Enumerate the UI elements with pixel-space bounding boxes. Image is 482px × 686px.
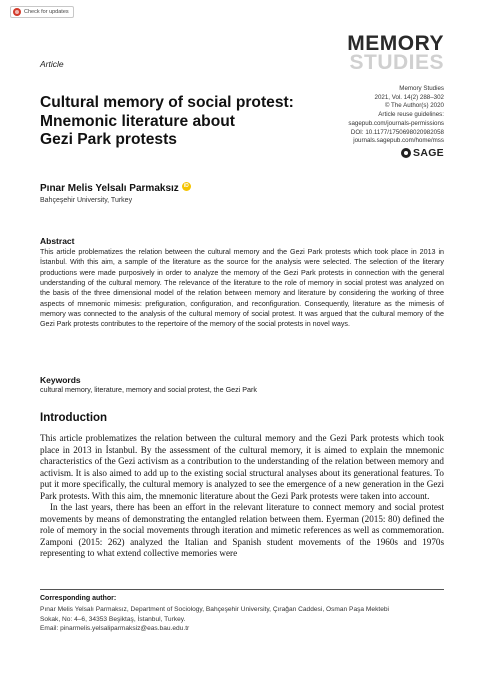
journal-logo-line1: MEMORY [347,32,444,55]
keywords-heading: Keywords [40,375,81,385]
correspondence-address-line: Pınar Melis Yelsalı Parmaksız, Department of Sociology, Bahçeşehir University, Çırağan Caddesi, Osman Paşa Mektebi [40,606,390,613]
sage-ring-icon [401,148,411,158]
correspondence-address-line: Sokak, No: 4–6, 34353 Beşiktaş, İstanbul, Turkey. [40,615,186,623]
article-title [40,94,330,150]
orcid-icon[interactable]: iD [183,183,189,189]
check-for-updates-badge[interactable] [10,6,74,18]
title-line: Cultural memory of social protest: [40,94,294,111]
introduction-paragraph-2: In the last years, there has been an effort in the relevant literature to connect memory and social protest movements by means of demonstrating the entangled relation between them. Eyerman (2015: 80) defined the role of memory in the social movements through iteration and mimetic references as well as commemoration. Zamponi (2015: 262) analyzed the Italian and Spanish student movements of the 1960s and 1970s representing to what extend collective memories were [40,502,444,559]
title-line: Gezi Park protests [40,131,177,148]
meta-reuse-label: Article reuse guidelines: [378,111,444,119]
title-line: Mnemonic literature about [40,112,235,130]
author-line [40,183,191,194]
meta-copyright: © The Author(s) 2020 [384,102,444,110]
meta-journal-home-link[interactable]: journals.sagepub.com/home/mss [353,137,444,145]
publisher-logo [401,147,444,159]
correspondence-heading: Corresponding author: [40,595,117,602]
article-metadata [348,85,444,146]
author-affiliation: Bahçeşehir University, Turkey [40,197,133,204]
journal-logo-line2: STUDIES [349,50,444,74]
keywords-text: cultural memory, literature, memory and social protest, the Gezi Park [40,386,257,394]
journal-logo [347,32,444,74]
meta-permissions-link[interactable]: sagepub.com/journals-permissions [348,119,444,127]
correspondence-details [40,605,444,634]
introduction-body [40,433,444,560]
correspondence-email-link[interactable]: Email: pinarmelis.yelsaliparmaksiz@eas.bau.edu.tr [40,625,190,632]
updates-icon [13,8,21,16]
meta-doi-link[interactable]: DOI: 10.1177/1750698020982058 [350,128,444,136]
introduction-heading: Introduction [40,412,108,424]
meta-volume: 2021, Vol. 14(2) 288–302 [374,93,444,101]
publisher-name: SAGE [413,147,444,159]
introduction-paragraph-1: This article problematizes the relation between the cultural memory and the Gezi Park protests which took place in 2013 in İstanbul. By the assessment of the cultural memory, it is aimed to explain the mnemonic characteristics of the Gezi activism as a contribution to the understanding of the relation between memory and activism. It is also aimed to add up to the existing social structural analyses about its generational features. To put it more specifically, the cultural memory is analyzed to see the emergence of a new generation in the Gezi Park protests. With this aim, the mnemonic literature about the Gezi Park protests were taken into account. [40,433,444,501]
author-name: Pınar Melis Yelsalı Parmaksız [40,183,179,194]
abstract-heading: Abstract [40,236,75,246]
footnote-divider [40,589,444,590]
abstract-text: This article problematizes the relation between the cultural memory and the Gezi Park protests which took place in 2013 in İstanbul. With this aim, a sample of the literature as the source for the analysis were selected. The selection of the literary productions were made purposively in order to analyze the memory of the Gezi Park protests in connection with the general understanding of the cultural memory. The relevance of the literature to the role of memory in social protest was analyzed on the basis of the three dimensional model of the relation between memory and literature by considering the working of three aspects of mnemonic mimesis: prefiguration, configuration, and reconfiguration. Consequently, literature as the mimesis of memory was connected to the analysis of the cultural memory of social protest. It was argued that the cultural memory of the Gezi Park protests contributes to the repertoire of the memory of the social protests in novel ways. [40,248,444,329]
meta-journal: Memory Studies [399,85,444,92]
article-type-label: Article [40,59,64,69]
check-for-updates-label: Check for updates [24,9,69,15]
